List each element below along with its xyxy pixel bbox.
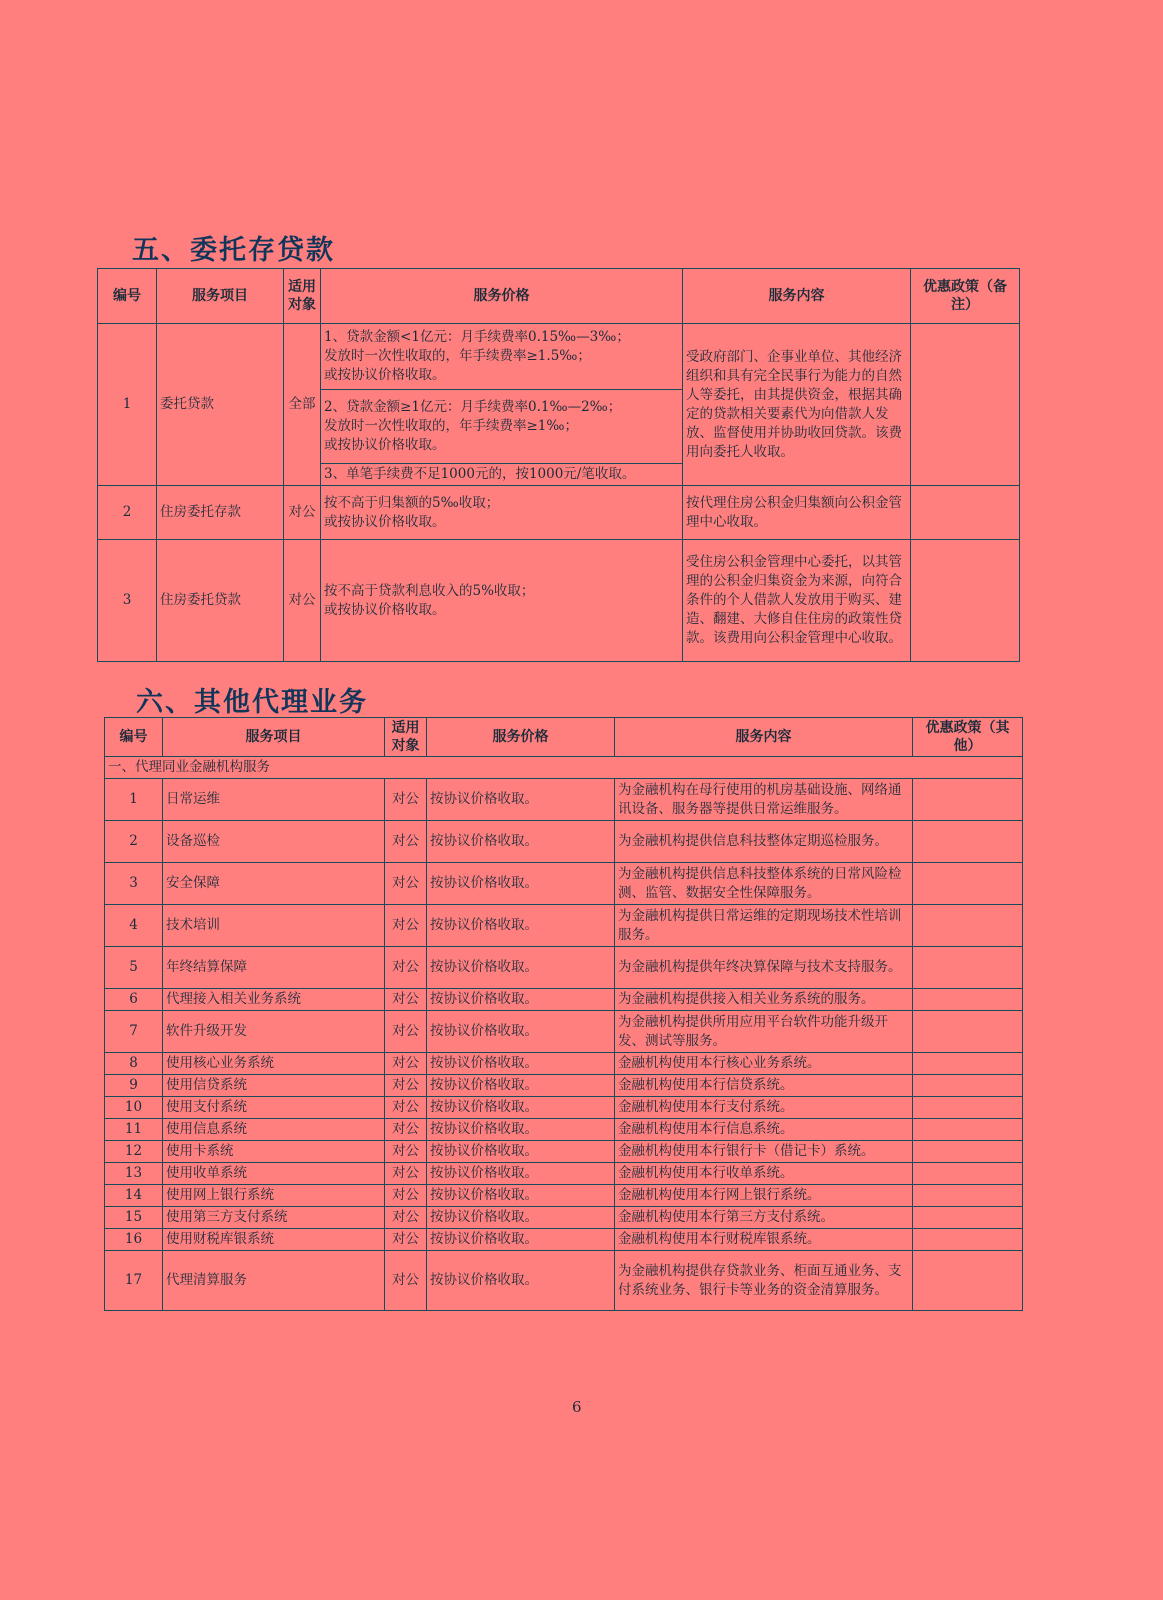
table-row bbox=[105, 1097, 1023, 1119]
table-row bbox=[105, 1141, 1023, 1163]
row-policy bbox=[913, 1185, 1023, 1207]
row-content: 为金融机构提供日常运维的定期现场技术性培训服务。 bbox=[615, 905, 913, 947]
row-no: 8 bbox=[105, 1053, 163, 1075]
row-price: 按协议价格收取。 bbox=[427, 1141, 615, 1163]
row-item: 住房委托存款 bbox=[157, 486, 284, 540]
row-no: 6 bbox=[105, 989, 163, 1011]
row-content: 为金融机构提供接入相关业务系统的服务。 bbox=[615, 989, 913, 1011]
row-target: 对公 bbox=[385, 1053, 427, 1075]
row-target: 对公 bbox=[385, 1207, 427, 1229]
row-policy bbox=[911, 324, 1020, 486]
row-target: 对公 bbox=[385, 1251, 427, 1311]
row-item: 使用收单系统 bbox=[163, 1163, 385, 1185]
header-price: 服务价格 bbox=[427, 718, 615, 757]
row-policy bbox=[913, 1075, 1023, 1097]
row-no: 12 bbox=[105, 1141, 163, 1163]
row-item: 委托贷款 bbox=[157, 324, 284, 486]
row-target: 对公 bbox=[385, 1075, 427, 1097]
table-row bbox=[105, 1119, 1023, 1141]
row-target: 对公 bbox=[385, 1163, 427, 1185]
row-item: 使用网上银行系统 bbox=[163, 1185, 385, 1207]
section5-title: 五、委托存贷款 bbox=[132, 235, 335, 266]
row-price: 3、单笔手续费不足1000元的，按1000元/笔收取。 bbox=[321, 464, 683, 486]
row-content: 金融机构使用本行信贷系统。 bbox=[615, 1075, 913, 1097]
row-policy bbox=[911, 540, 1020, 662]
header-target: 适用对象 bbox=[385, 718, 427, 757]
row-policy bbox=[913, 1163, 1023, 1185]
row-policy bbox=[911, 486, 1020, 540]
row-item: 住房委托贷款 bbox=[157, 540, 284, 662]
row-no: 2 bbox=[105, 821, 163, 863]
row-content: 为金融机构提供存贷款业务、柜面互通业务、支付系统业务、银行卡等业务的资金清算服务。 bbox=[615, 1251, 913, 1311]
table-header-row bbox=[105, 718, 1023, 757]
header-item: 服务项目 bbox=[157, 269, 284, 324]
row-target: 全部 bbox=[284, 324, 321, 486]
row-target: 对公 bbox=[385, 1229, 427, 1251]
row-no: 4 bbox=[105, 905, 163, 947]
header-content: 服务内容 bbox=[683, 269, 911, 324]
row-price: 按协议价格收取。 bbox=[427, 1053, 615, 1075]
row-target: 对公 bbox=[284, 540, 321, 662]
table-row bbox=[98, 486, 1020, 540]
row-content: 金融机构使用本行网上银行系统。 bbox=[615, 1185, 913, 1207]
table-row bbox=[105, 1053, 1023, 1075]
row-target: 对公 bbox=[385, 905, 427, 947]
row-no: 3 bbox=[105, 863, 163, 905]
row-price: 按协议价格收取。 bbox=[427, 1207, 615, 1229]
row-no: 16 bbox=[105, 1229, 163, 1251]
row-content: 金融机构使用本行支付系统。 bbox=[615, 1097, 913, 1119]
row-policy bbox=[913, 779, 1023, 821]
row-policy bbox=[913, 821, 1023, 863]
header-no: 编号 bbox=[98, 269, 157, 324]
row-policy bbox=[913, 863, 1023, 905]
table-row bbox=[105, 821, 1023, 863]
row-content: 按代理住房公积金归集额向公积金管理中心收取。 bbox=[683, 486, 911, 540]
header-price: 服务价格 bbox=[321, 269, 683, 324]
row-price: 按协议价格收取。 bbox=[427, 1163, 615, 1185]
row-content: 金融机构使用本行财税库银系统。 bbox=[615, 1229, 913, 1251]
table-row bbox=[105, 947, 1023, 989]
header-policy: 优惠政策（其他） bbox=[913, 718, 1023, 757]
row-price: 按协议价格收取。 bbox=[427, 863, 615, 905]
row-content: 为金融机构提供信息科技整体定期巡检服务。 bbox=[615, 821, 913, 863]
table-row bbox=[105, 1207, 1023, 1229]
row-no: 2 bbox=[98, 486, 157, 540]
row-content: 金融机构使用本行信息系统。 bbox=[615, 1119, 913, 1141]
row-policy bbox=[913, 1207, 1023, 1229]
row-no: 14 bbox=[105, 1185, 163, 1207]
row-item: 安全保障 bbox=[163, 863, 385, 905]
row-item: 设备巡检 bbox=[163, 821, 385, 863]
row-price: 按协议价格收取。 bbox=[427, 821, 615, 863]
page-number: 6 bbox=[572, 1398, 582, 1416]
row-no: 3 bbox=[98, 540, 157, 662]
row-policy bbox=[913, 1251, 1023, 1311]
row-no: 9 bbox=[105, 1075, 163, 1097]
row-item: 年终结算保障 bbox=[163, 947, 385, 989]
row-item: 软件升级开发 bbox=[163, 1011, 385, 1053]
section6-title: 六、其他代理业务 bbox=[136, 687, 368, 718]
row-policy bbox=[913, 1229, 1023, 1251]
row-content: 金融机构使用本行银行卡（借记卡）系统。 bbox=[615, 1141, 913, 1163]
table-row bbox=[105, 1185, 1023, 1207]
row-price: 按协议价格收取。 bbox=[427, 1229, 615, 1251]
row-item: 使用第三方支付系统 bbox=[163, 1207, 385, 1229]
row-no: 1 bbox=[98, 324, 157, 486]
header-policy: 优惠政策（备注） bbox=[911, 269, 1020, 324]
row-item: 日常运维 bbox=[163, 779, 385, 821]
table-header-row bbox=[98, 269, 1020, 324]
header-content: 服务内容 bbox=[615, 718, 913, 757]
table-row bbox=[105, 905, 1023, 947]
row-no: 17 bbox=[105, 1251, 163, 1311]
row-target: 对公 bbox=[385, 1185, 427, 1207]
row-target: 对公 bbox=[385, 1011, 427, 1053]
row-no: 15 bbox=[105, 1207, 163, 1229]
subheading: 一、代理同业金融机构服务 bbox=[105, 757, 1023, 779]
header-item: 服务项目 bbox=[163, 718, 385, 757]
row-item: 使用支付系统 bbox=[163, 1097, 385, 1119]
row-target: 对公 bbox=[385, 779, 427, 821]
row-content: 金融机构使用本行核心业务系统。 bbox=[615, 1053, 913, 1075]
row-policy bbox=[913, 989, 1023, 1011]
row-target: 对公 bbox=[385, 947, 427, 989]
row-content: 受政府部门、企事业单位、其他经济组织和具有完全民事行为能力的自然人等委托，由其提供资金，根据其确定的贷款相关要素代为向借款人发放、监督使用并协助收回贷款。该费用向委托人收取。 bbox=[683, 324, 911, 486]
row-target: 对公 bbox=[385, 821, 427, 863]
row-price: 按不高于贷款利息收入的5%收取； 或按协议价格收取。 bbox=[321, 540, 683, 662]
row-price: 按协议价格收取。 bbox=[427, 1075, 615, 1097]
row-content: 为金融机构在母行使用的机房基础设施、网络通讯设备、服务器等提供日常运维服务。 bbox=[615, 779, 913, 821]
table-row bbox=[105, 779, 1023, 821]
table-row bbox=[105, 989, 1023, 1011]
row-no: 7 bbox=[105, 1011, 163, 1053]
row-policy bbox=[913, 905, 1023, 947]
row-policy bbox=[913, 1119, 1023, 1141]
entrusted-loans-table bbox=[97, 268, 1020, 662]
row-no: 10 bbox=[105, 1097, 163, 1119]
row-policy bbox=[913, 1011, 1023, 1053]
row-content: 金融机构使用本行第三方支付系统。 bbox=[615, 1207, 913, 1229]
row-price: 按协议价格收取。 bbox=[427, 989, 615, 1011]
row-item: 使用信息系统 bbox=[163, 1119, 385, 1141]
row-target: 对公 bbox=[385, 1119, 427, 1141]
row-price: 按协议价格收取。 bbox=[427, 1185, 615, 1207]
row-no: 11 bbox=[105, 1119, 163, 1141]
row-content: 为金融机构提供信息科技整体系统的日常风险检测、监管、数据安全性保障服务。 bbox=[615, 863, 913, 905]
row-price: 按协议价格收取。 bbox=[427, 1011, 615, 1053]
table-row bbox=[105, 1229, 1023, 1251]
row-content: 为金融机构提供所用应用平台软件功能升级开发、测试等服务。 bbox=[615, 1011, 913, 1053]
row-item: 使用核心业务系统 bbox=[163, 1053, 385, 1075]
row-price: 按不高于归集额的5‰收取； 或按协议价格收取。 bbox=[321, 486, 683, 540]
row-policy bbox=[913, 1053, 1023, 1075]
row-target: 对公 bbox=[385, 1097, 427, 1119]
row-item: 使用卡系统 bbox=[163, 1141, 385, 1163]
table-row bbox=[105, 1163, 1023, 1185]
table-row bbox=[98, 540, 1020, 662]
row-content: 受住房公积金管理中心委托，以其管理的公积金归集资金为来源，向符合条件的个人借款人发放用于购买、建造、翻建、大修自住住房的政策性贷款。该费用向公积金管理中心收取。 bbox=[683, 540, 911, 662]
row-content: 金融机构使用本行收单系统。 bbox=[615, 1163, 913, 1185]
other-agency-table bbox=[104, 717, 1023, 1311]
row-item: 代理清算服务 bbox=[163, 1251, 385, 1311]
row-price: 1、贷款金额<1亿元：月手续费率0.15‰—3‰； 发放时一次性收取的，年手续费率≥1.5‰； 或按协议价格收取。 bbox=[321, 324, 683, 390]
row-no: 5 bbox=[105, 947, 163, 989]
header-target: 适用对象 bbox=[284, 269, 321, 324]
row-price: 按协议价格收取。 bbox=[427, 1097, 615, 1119]
row-no: 1 bbox=[105, 779, 163, 821]
table-row bbox=[105, 1251, 1023, 1311]
header-no: 编号 bbox=[105, 718, 163, 757]
table-row bbox=[105, 863, 1023, 905]
row-target: 对公 bbox=[385, 1141, 427, 1163]
subheading-row bbox=[105, 757, 1023, 779]
row-price: 按协议价格收取。 bbox=[427, 1251, 615, 1311]
row-price: 按协议价格收取。 bbox=[427, 947, 615, 989]
row-item: 技术培训 bbox=[163, 905, 385, 947]
row-policy bbox=[913, 1141, 1023, 1163]
row-policy bbox=[913, 947, 1023, 989]
row-no: 13 bbox=[105, 1163, 163, 1185]
row-price: 按协议价格收取。 bbox=[427, 779, 615, 821]
row-target: 对公 bbox=[385, 863, 427, 905]
row-target: 对公 bbox=[385, 989, 427, 1011]
row-content: 为金融机构提供年终决算保障与技术支持服务。 bbox=[615, 947, 913, 989]
row-policy bbox=[913, 1097, 1023, 1119]
table-row bbox=[105, 1011, 1023, 1053]
row-price: 按协议价格收取。 bbox=[427, 905, 615, 947]
row-item: 使用财税库银系统 bbox=[163, 1229, 385, 1251]
row-item: 使用信贷系统 bbox=[163, 1075, 385, 1097]
row-price: 2、贷款金额≥1亿元：月手续费率0.1‰—2‰； 发放时一次性收取的，年手续费率≥1‰； 或按协议价格收取。 bbox=[321, 390, 683, 464]
row-target: 对公 bbox=[284, 486, 321, 540]
row-price: 按协议价格收取。 bbox=[427, 1119, 615, 1141]
table-row bbox=[98, 324, 1020, 390]
table-row bbox=[105, 1075, 1023, 1097]
row-item: 代理接入相关业务系统 bbox=[163, 989, 385, 1011]
